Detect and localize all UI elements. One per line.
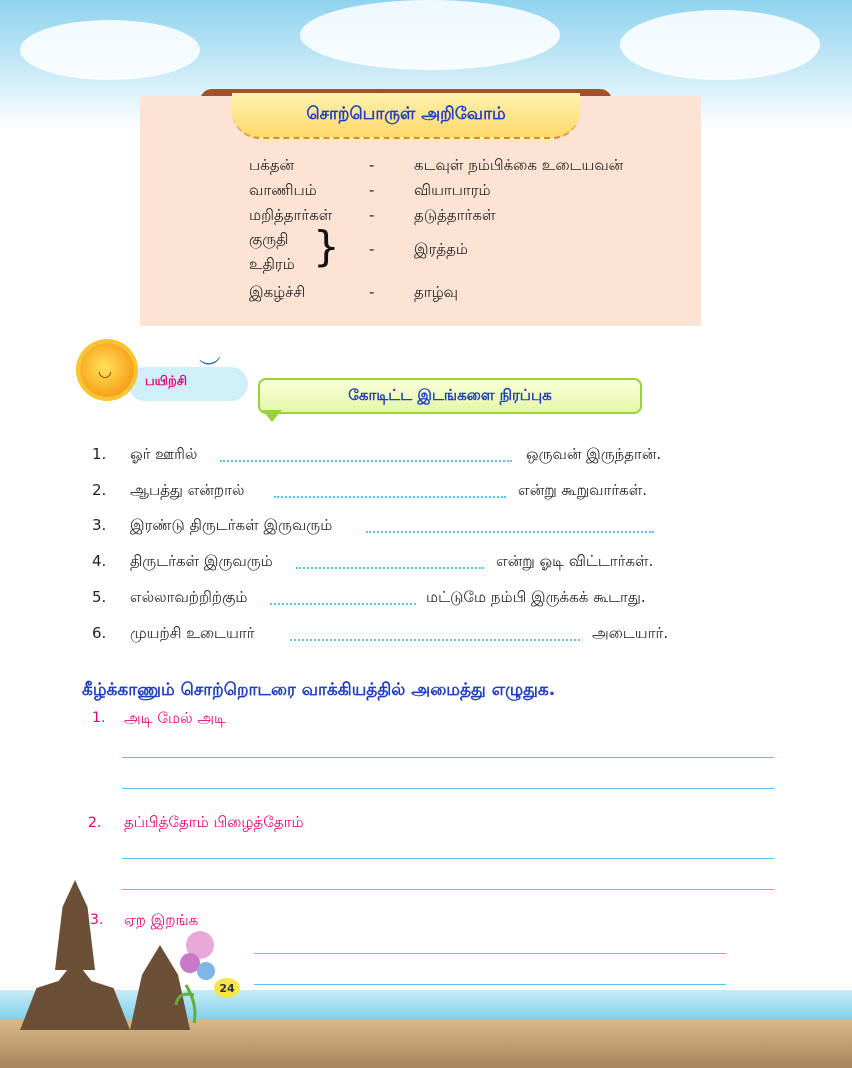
- fill-in-banner: [258, 378, 642, 414]
- glossary-title: சொற்பொருள் அறிவோம்: [306, 104, 506, 124]
- glossary-term: இகழ்ச்சி: [249, 283, 306, 301]
- glossary-meaning: கடவுள் நம்பிக்கை உடையவன்: [414, 156, 624, 174]
- row-number: 4.: [92, 552, 107, 570]
- phrase-text: அடி மேல் அடி: [124, 709, 226, 727]
- glossary-term: வாணிபம்: [249, 181, 317, 199]
- item-number: 1.: [92, 710, 106, 726]
- row-after-text: மட்டுமே நம்பி இருக்கக் கூடாது.: [426, 588, 646, 606]
- practice-label: பயிற்சி: [145, 374, 188, 389]
- writing-line[interactable]: [122, 788, 774, 789]
- glossary-dash: -: [369, 156, 375, 174]
- blank-dotted-line[interactable]: [274, 496, 506, 498]
- writing-line[interactable]: [122, 889, 774, 890]
- glossary-dash: -: [369, 240, 375, 258]
- row-before-text: ஆபத்து என்றால்: [130, 481, 245, 499]
- blank-dotted-line[interactable]: [296, 567, 484, 569]
- sentence-exercise-title: கீழ்க்காணும் சொற்றொடரை வாக்கியத்தில் அமைத்து எழுதுக.: [82, 680, 556, 700]
- row-number: 1.: [92, 445, 107, 463]
- cloud: [620, 10, 820, 80]
- row-number: 5.: [92, 588, 107, 606]
- row-number: 6.: [92, 624, 107, 642]
- glossary-term: உதிரம்: [249, 255, 295, 273]
- flower-decoration-icon: [168, 925, 228, 1025]
- glossary-term: குருதி: [249, 230, 289, 248]
- banner-notch: [262, 410, 282, 422]
- brace-icon: }: [313, 222, 340, 271]
- temple-image: [20, 960, 130, 1030]
- writing-line[interactable]: [254, 984, 726, 985]
- row-before-text: முயற்சி உடையார்: [130, 624, 255, 642]
- row-before-text: ஓர் ஊரில்: [130, 445, 198, 463]
- page-number: 24: [219, 981, 235, 995]
- row-after-text: ஒருவன் இருந்தான்.: [526, 445, 662, 463]
- bird-icon: ︶: [198, 355, 224, 384]
- sun-icon: ◡: [80, 343, 134, 397]
- item-number: 2.: [88, 815, 102, 831]
- glossary-banner: [232, 93, 580, 139]
- row-number: 3.: [92, 516, 107, 534]
- glossary-meaning: தாழ்வு: [414, 283, 459, 301]
- row-before-text: இரண்டு திருடர்கள் இருவரும்: [130, 516, 333, 534]
- cloud: [300, 0, 560, 70]
- row-before-text: எல்லாவற்றிற்கும்: [130, 588, 248, 606]
- phrase-text: ஏற இறங்க: [124, 911, 199, 929]
- cloud: [20, 20, 200, 80]
- writing-line[interactable]: [122, 858, 774, 859]
- blank-dotted-line[interactable]: [366, 531, 654, 533]
- writing-line[interactable]: [122, 757, 774, 758]
- blank-dotted-line[interactable]: [290, 639, 580, 641]
- glossary-term: பக்தன்: [249, 156, 295, 174]
- glossary-meaning: தடுத்தார்கள்: [414, 206, 496, 224]
- writing-line[interactable]: [254, 953, 726, 954]
- row-after-text: என்று ஓடி விட்டார்கள்.: [496, 552, 654, 570]
- glossary-meaning: வியாபாரம்: [414, 181, 491, 199]
- blank-dotted-line[interactable]: [270, 603, 416, 605]
- row-after-text: அடையார்.: [592, 624, 669, 642]
- row-before-text: திருடர்கள் இருவரும்: [130, 552, 273, 570]
- glossary-dash: -: [369, 283, 375, 301]
- blank-dotted-line[interactable]: [220, 460, 512, 462]
- fill-in-title: கோடிட்ட இடங்களை நிரப்புக: [348, 386, 552, 404]
- glossary-term: மறித்தார்கள்: [249, 206, 333, 224]
- glossary-meaning: இரத்தம்: [414, 240, 468, 258]
- phrase-text: தப்பித்தோம் பிழைத்தோம்: [124, 813, 304, 831]
- page-number-badge: [214, 978, 240, 998]
- row-number: 2.: [92, 481, 107, 499]
- glossary-dash: -: [369, 181, 375, 199]
- item-number: 3.: [90, 912, 104, 928]
- glossary-dash: -: [369, 206, 375, 224]
- row-after-text: என்று கூறுவார்கள்.: [518, 481, 648, 499]
